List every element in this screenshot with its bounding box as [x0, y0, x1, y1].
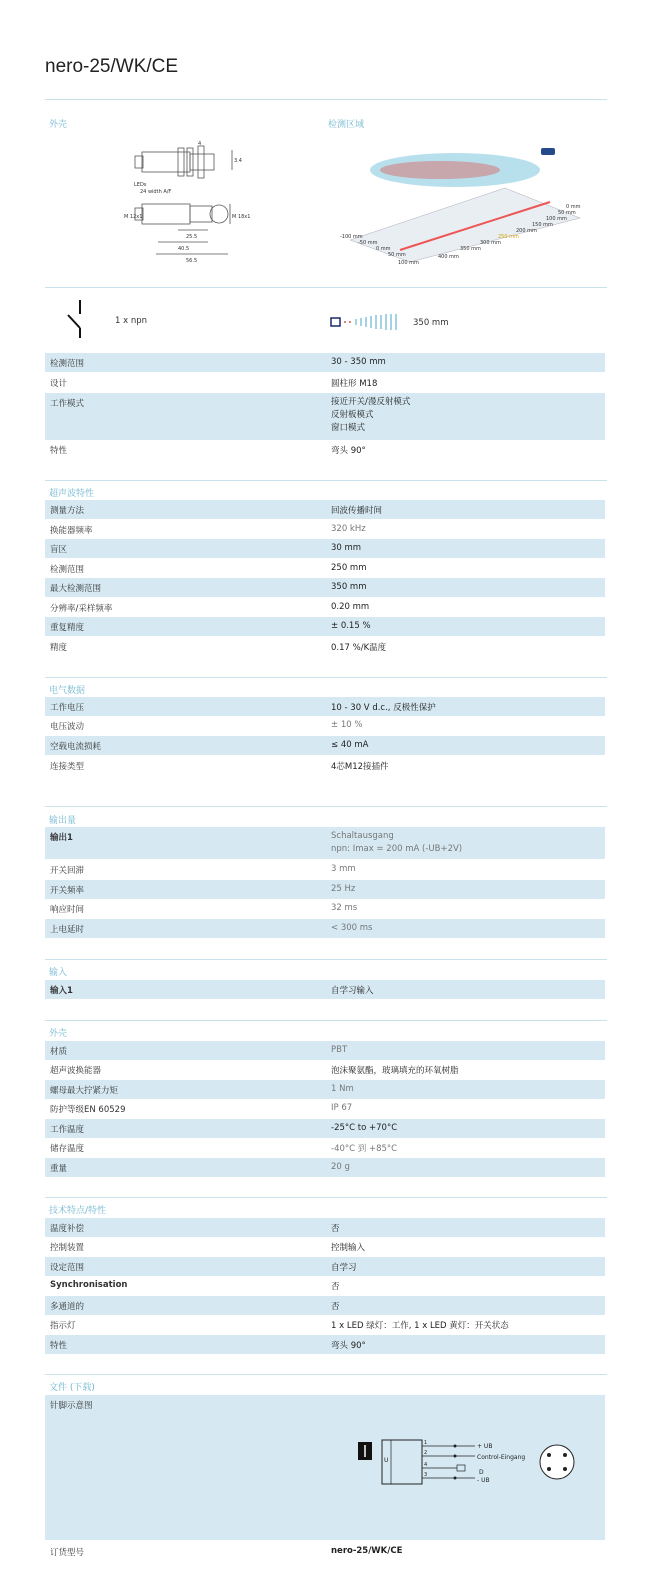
divider: [45, 959, 607, 960]
sensor-range-icon: [330, 313, 405, 331]
table-row: 特性 弯头 90°: [45, 1335, 605, 1354]
table-row: Synchronisation 否: [50, 1280, 340, 1292]
table-row: 工作模式 接近开关/漫反射模式 反射板模式 窗口模式: [45, 393, 605, 440]
svg-text:- UB: - UB: [477, 1477, 490, 1484]
page-title: nero-25/WK/CE: [45, 56, 179, 77]
section-title-docs: 文件 (下载): [49, 1383, 95, 1393]
order-row: 订货型号 nero-25/WK/CE: [50, 1546, 403, 1558]
svg-text:0 mm: 0 mm: [566, 204, 581, 210]
detection-field-diagram: [340, 140, 595, 270]
svg-text:M 18x1: M 18x1: [232, 214, 250, 220]
svg-text:50 mm: 50 mm: [558, 210, 576, 216]
table-row: 防护等级EN 60529 IP 67: [50, 1103, 353, 1115]
svg-text:150 mm: 150 mm: [532, 222, 553, 228]
svg-text:0 mm: 0 mm: [376, 246, 391, 252]
range-value: 350 mm: [413, 318, 449, 328]
svg-text:3.4: 3.4: [234, 158, 242, 164]
svg-text:300 mm: 300 mm: [480, 240, 501, 246]
table-row: 分辨率/采样频率 0.20 mm: [50, 602, 370, 614]
table-row: 重复精度 ± 0.15 %: [45, 617, 605, 636]
svg-text:Control-Eingang: Control-Eingang: [477, 1454, 526, 1461]
svg-text:LEDs: LEDs: [134, 182, 147, 188]
svg-text:2: 2: [424, 1450, 428, 1456]
wiring-diagram: [355, 1436, 585, 1488]
table-row: 测量方法 回波传播时间: [45, 500, 605, 519]
svg-text:100 mm: 100 mm: [398, 260, 419, 266]
svg-text:M 12x1: M 12x1: [124, 214, 143, 220]
section-title-electrical: 电气数据: [49, 686, 86, 696]
table-row: 超声波换能器 泡沫聚氨酯，玻璃填充的环氧树脂: [50, 1066, 459, 1076]
svg-text:3: 3: [424, 1472, 428, 1478]
svg-text:4: 4: [424, 1462, 428, 1468]
table-row: 指示灯 1 x LED 绿灯：工作, 1 x LED 黄灯：开关状态: [50, 1321, 509, 1331]
section-title-ultrasonic: 超声波特性: [49, 489, 95, 499]
svg-text:400 mm: 400 mm: [438, 254, 459, 260]
table-row: 工作电压 10 - 30 V d.c., 反极性保护: [45, 697, 605, 716]
table-row: 开关频率 25 Hz: [45, 880, 605, 899]
svg-text:100 mm: 100 mm: [546, 216, 567, 222]
table-row: 检测范围 30 - 350 mm: [45, 353, 605, 372]
table-row: 设计 圆柱形 M18: [50, 379, 378, 389]
section-title-housing: 外壳: [49, 1029, 68, 1039]
svg-text:D: D: [479, 1469, 484, 1476]
table-row: 响应时间 32 ms: [50, 903, 358, 915]
output-type-label: 1 x npn: [115, 316, 148, 326]
housing-drawing-label: 外壳: [49, 120, 68, 130]
svg-text:50 mm: 50 mm: [388, 252, 406, 258]
divider: [45, 480, 607, 481]
detection-zone-label: 检测区域: [328, 120, 365, 130]
table-row: 输出1 Schaltausgang npn: Imax = 200 mA (-UB+2V): [45, 827, 605, 859]
table-row: 换能器频率 320 kHz: [50, 524, 366, 536]
svg-text:25.5: 25.5: [186, 234, 198, 240]
table-row: 输入1 自学习输入: [45, 980, 605, 999]
table-row: 检测范围 250 mm: [50, 563, 367, 575]
divider: [45, 1020, 607, 1021]
svg-text:200 mm: 200 mm: [516, 228, 537, 234]
svg-text:350 mm: 350 mm: [460, 246, 481, 252]
svg-text:-50 mm: -50 mm: [358, 240, 378, 246]
svg-text:1: 1: [424, 1440, 428, 1446]
table-row: 多通道的 否: [45, 1296, 605, 1315]
table-row: 连接类型 4芯M12接插件: [50, 762, 389, 772]
table-row: 储存温度 -40°C 到 +85°C: [50, 1144, 398, 1154]
table-row: 电压波动 ± 10 %: [50, 720, 363, 732]
table-row: 精度 0.17 %/K温度: [50, 643, 387, 653]
table-row: 重量 20 g: [45, 1158, 605, 1177]
svg-text:U: U: [384, 1457, 389, 1464]
svg-text:+ UB: + UB: [477, 1443, 493, 1450]
table-row: 设定范围 自学习: [45, 1257, 605, 1276]
section-title-tech: 技术特点/特性: [49, 1206, 107, 1216]
table-row: 螺母最大拧紧力矩 1 Nm: [45, 1080, 605, 1099]
divider: [45, 1197, 607, 1198]
table-row: 温度补偿 否: [45, 1218, 605, 1237]
divider: [45, 99, 607, 100]
svg-text:56.5: 56.5: [186, 258, 198, 264]
pin-diagram-row: 针脚示意图: [45, 1395, 605, 1540]
section-title-output: 输出量: [49, 816, 77, 826]
svg-text:24 width A/F: 24 width A/F: [140, 189, 172, 195]
svg-text:40.5: 40.5: [178, 246, 190, 252]
table-row: 工作温度 -25°C to +70°C: [45, 1119, 605, 1138]
table-row: 材质 PBT: [45, 1041, 605, 1060]
svg-text:4: 4: [198, 141, 202, 147]
table-row: 空载电流损耗 ≤ 40 mA: [45, 736, 605, 755]
section-title-input: 输入: [49, 968, 68, 978]
table-row: 特性 弯头 90°: [50, 446, 366, 456]
svg-text:-100 mm: -100 mm: [340, 234, 363, 240]
table-row: 控制装置 控制输入: [50, 1243, 366, 1253]
table-row: 盲区 30 mm: [45, 539, 605, 558]
table-row: 上电延时 < 300 ms: [45, 919, 605, 938]
divider: [45, 806, 607, 807]
divider: [45, 677, 607, 678]
divider: [45, 287, 607, 288]
svg-text:250 mm: 250 mm: [498, 234, 519, 240]
dimension-drawing: [120, 138, 250, 268]
table-row: 最大检测范围 350 mm: [45, 578, 605, 597]
table-row: 开关回滞 3 mm: [50, 864, 356, 876]
divider: [45, 1374, 607, 1375]
switch-symbol-icon: [62, 298, 92, 340]
